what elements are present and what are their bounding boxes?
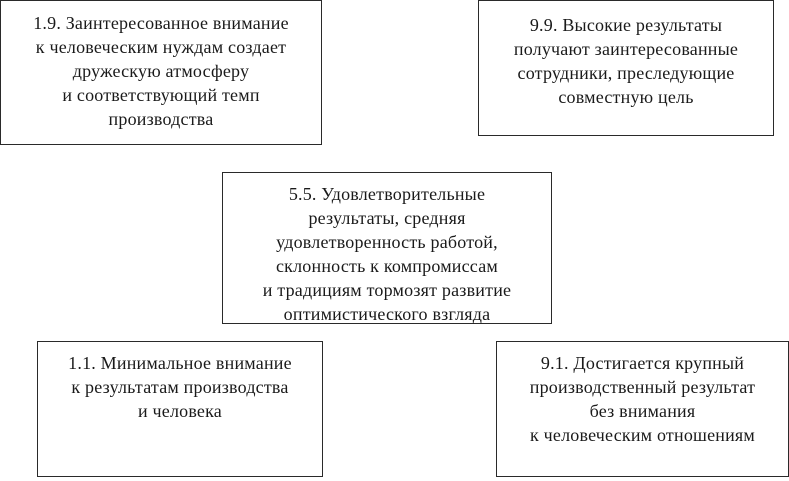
box-1-9-line-2: к человеческим нуждам создает — [35, 37, 287, 57]
box-5-5-line-5: и традициям тормозят развитие — [262, 280, 512, 300]
box-1-9-line-3: дружескую атмосферу — [72, 61, 250, 81]
box-9-9-line-2: получают заинтересованные — [513, 39, 739, 59]
style-box-1-1 — [37, 341, 323, 477]
style-box-1-9 — [0, 0, 322, 145]
box-1-9-line-5: производства — [108, 109, 214, 129]
box-9-9-line-1: 9.9. Высокие результаты — [529, 15, 723, 35]
box-1-9-line-1: 1.9. Заинтересованное внимание — [33, 13, 289, 33]
box-9-9-line-3: сотрудники, преследующие — [517, 63, 735, 83]
box-9-1-line-3: без внимания — [589, 401, 696, 421]
box-5-5-line-3: удовлетворенность работой, — [276, 232, 498, 252]
box-9-1-line-4: к человеческим отношениям — [530, 425, 755, 445]
box-1-9-line-4: и соответствующий темп — [62, 85, 260, 105]
style-box-9-1 — [496, 341, 789, 477]
box-9-9-line-4: совместную цель — [558, 87, 694, 107]
box-5-5-line-4: склонность к компромиссам — [275, 256, 498, 276]
box-5-5-line-6: оптимистического взгляда — [283, 304, 491, 324]
style-box-9-9 — [478, 0, 774, 136]
box-1-1-line-2: к результатам производства — [71, 377, 289, 397]
box-1-1-line-3: и человека — [137, 401, 222, 421]
box-1-1-line-1: 1.1. Минимальное внимание — [68, 353, 292, 373]
box-5-5-line-1: 5.5. Удовлетворительные — [288, 184, 486, 204]
box-5-5-line-2: результаты, средняя — [308, 208, 466, 228]
box-9-1-line-2: производственный результат — [529, 377, 756, 397]
style-box-5-5 — [222, 172, 552, 324]
box-9-1-line-1: 9.1. Достигается крупный — [540, 353, 745, 373]
